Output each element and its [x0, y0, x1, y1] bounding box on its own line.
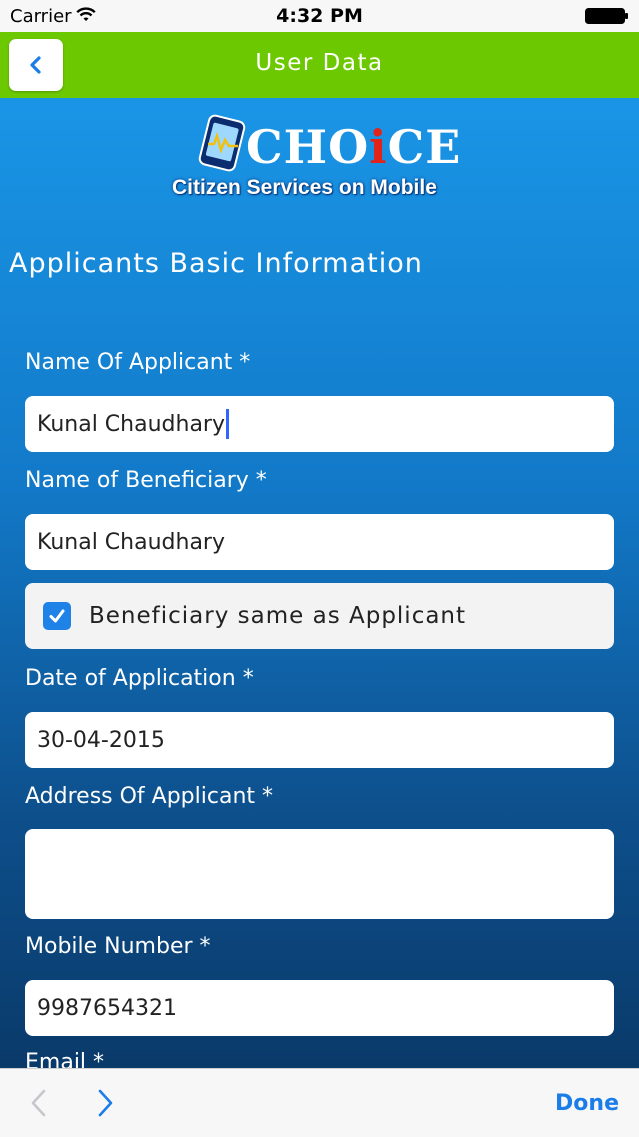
date-value: 30-04-2015	[37, 727, 165, 753]
date-label: Date of Application *	[25, 666, 254, 691]
carrier-label: Carrier	[10, 6, 72, 27]
clock: 4:32 PM	[276, 5, 363, 27]
beneficiary-name-label: Name of Beneficiary *	[25, 468, 267, 493]
same-as-applicant-row[interactable]	[25, 583, 614, 649]
mobile-input[interactable]	[25, 980, 614, 1036]
form-scroll-area[interactable]	[0, 98, 639, 1068]
battery-icon	[585, 8, 629, 24]
logo-wordmark: CHOiCE	[246, 120, 462, 174]
applicant-name-input[interactable]	[25, 396, 614, 452]
nav-title: User Data	[255, 50, 384, 76]
mobile-label: Mobile Number *	[25, 934, 211, 959]
text-cursor	[226, 409, 229, 439]
address-input[interactable]	[25, 829, 614, 919]
beneficiary-name-value: Kunal Chaudhary	[37, 529, 225, 555]
next-field-button[interactable]	[94, 1087, 116, 1119]
address-label: Address Of Applicant *	[25, 784, 274, 809]
beneficiary-name-input[interactable]	[25, 514, 614, 570]
section-title: Applicants Basic Information	[9, 248, 423, 279]
checkmark-icon	[47, 606, 67, 626]
date-input[interactable]	[25, 712, 614, 768]
applicant-name-label: Name Of Applicant *	[25, 350, 251, 375]
same-as-applicant-label: Beneficiary same as Applicant	[89, 603, 467, 629]
applicant-name-value: Kunal Chaudhary	[37, 411, 225, 437]
navigation-bar	[0, 32, 639, 98]
mobile-value: 9987654321	[37, 995, 177, 1021]
logo-tagline: Citizen Services on Mobile	[172, 176, 437, 199]
keyboard-toolbar	[0, 1068, 639, 1137]
choice-logo	[170, 110, 470, 210]
mobile-phone-icon	[198, 114, 250, 172]
email-label: Email *	[25, 1050, 105, 1068]
previous-field-button[interactable]	[28, 1087, 50, 1119]
same-as-applicant-checkbox[interactable]	[43, 602, 71, 630]
status-bar	[0, 0, 639, 32]
done-button[interactable]: Done	[555, 1091, 619, 1116]
